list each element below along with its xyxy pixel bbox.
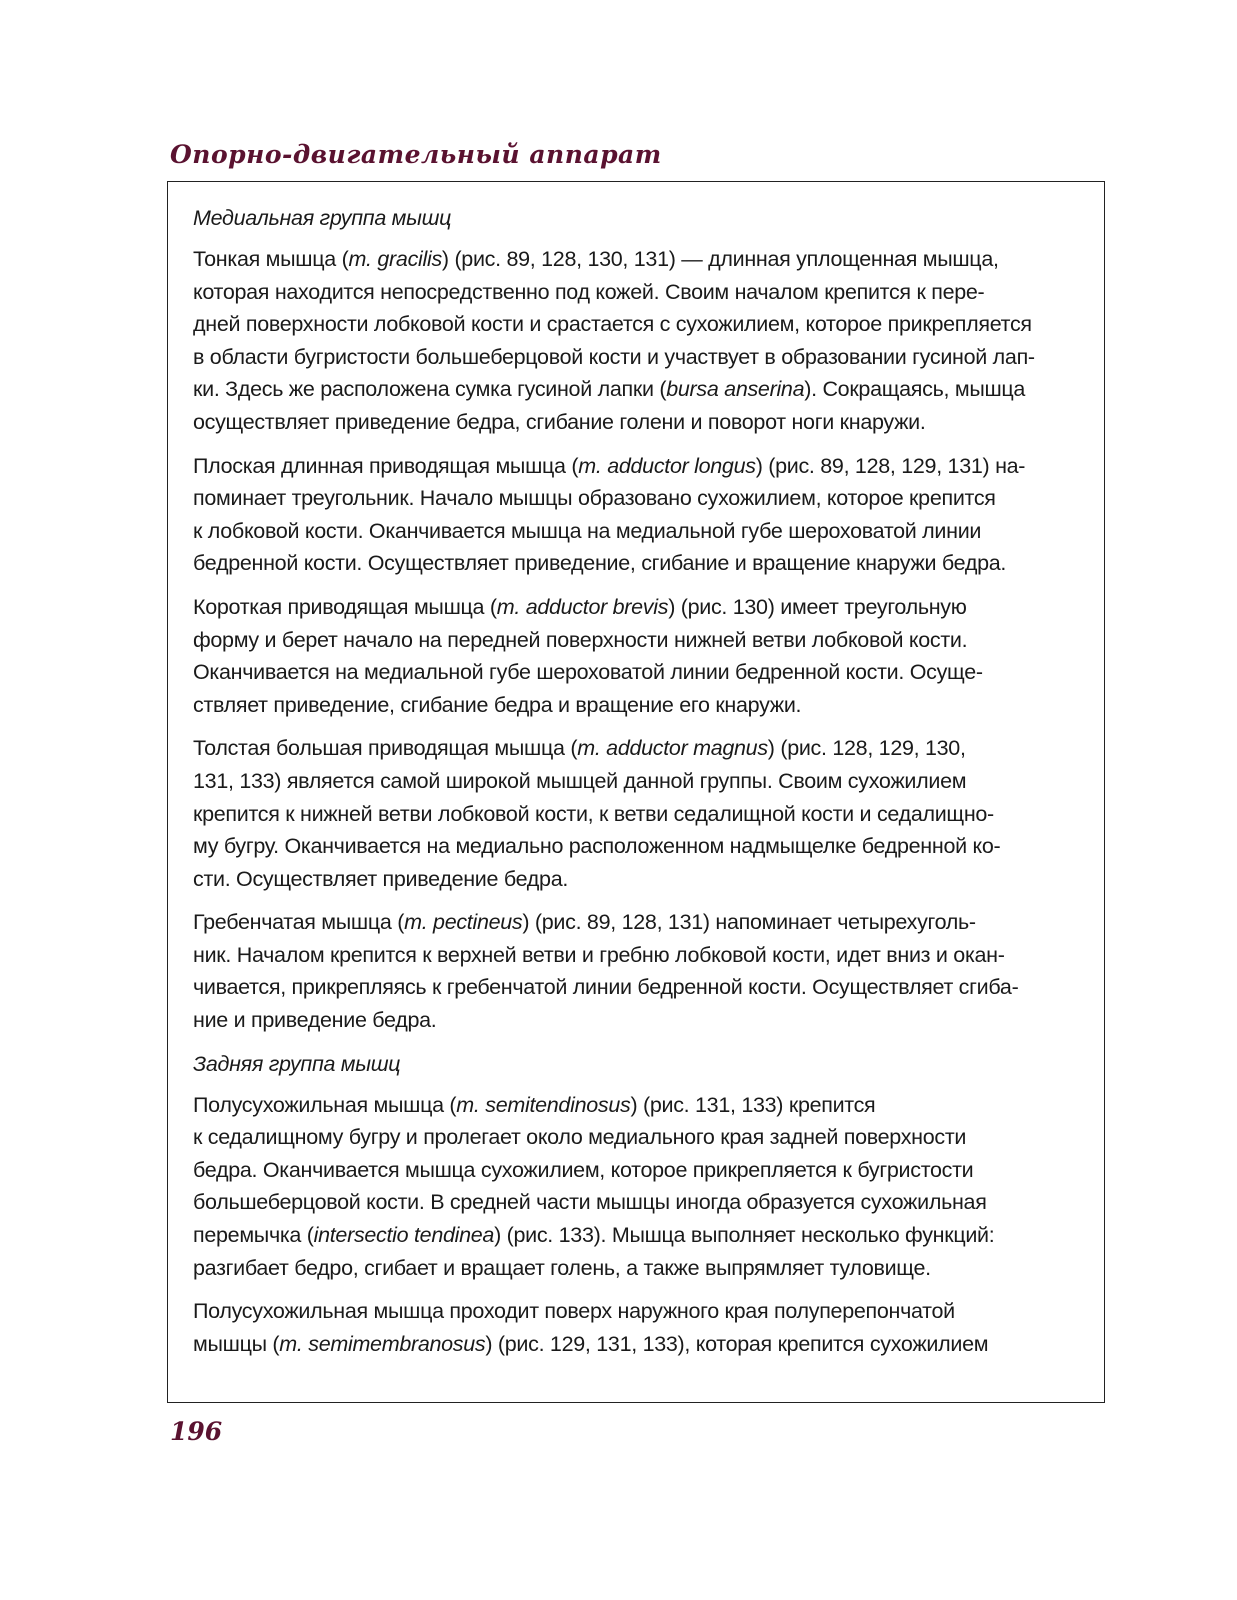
text-line [193, 656, 1076, 689]
running-head: Опорно-двигательный аппарат [170, 140, 662, 169]
latin-term: m. adductor longus [578, 453, 756, 478]
text-line [193, 276, 1076, 309]
text-line [193, 308, 1076, 341]
text-run: чивается, прикрепляясь к гребенчатой линии бедренной кости. Осуществляет сгиба- [193, 975, 1019, 1000]
text-line [193, 1089, 1076, 1122]
paragraph [193, 906, 1076, 1036]
text-run: форму и берет начало на передней поверхности нижней ветви лобковой кости. [193, 627, 968, 652]
text-run: большеберцовой кости. В средней части мышцы иногда образуется сухожильная [193, 1190, 987, 1215]
latin-term: m. semimembranosus [279, 1331, 486, 1356]
text-run: бедра. Оканчивается мышца сухожилием, которое прикрепляется к бугристости [193, 1157, 974, 1182]
text-line [193, 1219, 1076, 1252]
text-line [193, 765, 1076, 798]
paragraph [193, 591, 1076, 721]
latin-term: m. adductor magnus [577, 736, 768, 761]
latin-term: intersectio tendinea [313, 1223, 495, 1248]
latin-term: m. pectineus [404, 910, 523, 935]
text-run: осуществляет приведение бедра, сгибание голени и поворот ноги кнаружи. [193, 409, 926, 434]
text-line [193, 689, 1076, 722]
text-line [193, 732, 1076, 765]
section-heading: Медиальная группа мышц [193, 206, 452, 230]
paragraph [193, 1089, 1076, 1285]
text-line [193, 939, 1076, 972]
latin-term: m. semitendinosus [456, 1092, 631, 1117]
latin-term: m. adductor brevis [496, 594, 669, 619]
text-line [193, 373, 1076, 406]
text-frame [167, 181, 1105, 1403]
text-run: ) (рис. 89, 128, 130, 131) — длинная уплощенная мышца, [441, 247, 999, 271]
text-run: ) (рис. 128, 129, 130, [767, 736, 966, 761]
text-run: ) (рис. 89, 128, 129, 131) на- [755, 453, 1026, 478]
text-run: Толстая большая приводящая мышца ( [193, 736, 578, 761]
text-line [193, 1252, 1076, 1285]
text-line [193, 1004, 1076, 1037]
text-run: поминает треугольник. Начало мышцы образовано сухожилием, которое крепится [193, 486, 996, 511]
paragraph [193, 732, 1076, 895]
text-run: к седалищному бугру и пролегает около медиального края задней поверхности [193, 1125, 967, 1150]
text-run: перемычка ( [193, 1223, 314, 1248]
text-line [193, 1295, 1076, 1328]
text-run: ). Сокращаясь, мышца [804, 377, 1026, 402]
text-line [193, 798, 1076, 831]
paragraph [193, 450, 1076, 580]
text-run: в области бугристости большеберцовой кости и участвует в образовании гусиной лап- [193, 344, 1035, 369]
text-run: крепится к нижней ветви лобковой кости, к ветви седалищной кости и седалищно- [193, 801, 994, 826]
page-number: 196 [170, 1417, 223, 1446]
text-run: сти. Осуществляет приведение бедра. [193, 866, 569, 891]
text-line [193, 1328, 1076, 1361]
text-run: Гребенчатая мышца ( [193, 910, 405, 935]
text-run: ) (рис. 131, 133) крепится [630, 1092, 876, 1117]
text-line [193, 1154, 1076, 1187]
text-run: 131, 133) является самой широкой мышцей данной группы. Своим сухожилием [193, 768, 967, 793]
text-run: Плоская длинная приводящая мышца ( [193, 453, 579, 478]
text-run: Полусухожильная мышца проходит поверх наружного края полуперепончатой [193, 1299, 955, 1324]
text-run: мышцы ( [193, 1331, 280, 1356]
text-line [193, 906, 1076, 939]
text-run: бедренной кости. Осуществляет приведение, сгибание и вращение кнаружи бедра. [193, 551, 1007, 576]
latin-term: bursa anserina [666, 377, 805, 402]
text-run: ) (рис. 133). Мышца выполняет несколько функций: [494, 1223, 995, 1248]
text-line [193, 243, 1076, 276]
text-run: му бугру. Оканчивается на медиально расположенном надмыщелке бедренной ко- [193, 834, 1001, 859]
latin-term: m. gracilis [348, 247, 442, 271]
text-run: к лобковой кости. Оканчивается мышца на медиальной губе шероховатой линии [193, 518, 982, 543]
text-line [193, 515, 1076, 548]
text-line [193, 341, 1076, 374]
text-line [193, 406, 1076, 439]
text-run: ник. Началом крепится к верхней ветви и гребню лобковой кости, идет вниз и окан- [193, 942, 1005, 967]
text-line [193, 482, 1076, 515]
text-line [193, 547, 1076, 580]
text-line [193, 624, 1076, 657]
text-line [193, 450, 1076, 483]
text-line [193, 1186, 1076, 1219]
text-run: Оканчивается на медиальной губе шероховатой линии бедренной кости. Осуще- [193, 660, 983, 685]
paragraph [193, 1295, 1076, 1360]
text-run: дней поверхности лобковой кости и срастается с сухожилием, которое прикрепляется [193, 312, 1032, 337]
section-heading: Задняя группа мышц [193, 1051, 401, 1076]
text-run: Тонкая мышца ( [193, 247, 349, 271]
text-line [193, 1121, 1076, 1154]
text-line [193, 863, 1076, 896]
text-line [193, 830, 1076, 863]
text-run: ) (рис. 129, 131, 133), которая крепится сухожилием [485, 1331, 989, 1356]
text-run: разгибает бедро, сгибает и вращает голень, а также выпрямляет туловище. [193, 1255, 931, 1280]
text-run: Короткая приводящая мышца ( [193, 594, 497, 619]
text-run: ) (рис. 130) имеет треугольную [668, 594, 967, 619]
text-run: ки. Здесь же расположена сумка гусиной лапки ( [193, 377, 667, 402]
text-run: ) (рис. 89, 128, 131) напоминает четырехуголь- [522, 910, 976, 935]
paragraph [193, 243, 1076, 439]
text-line [193, 971, 1076, 1004]
text-run: Полусухожильная мышца ( [193, 1092, 457, 1117]
text-run: ствляет приведение, сгибание бедра и вращение его кнаружи. [193, 692, 802, 717]
text-line [193, 591, 1076, 624]
text-run: ние и приведение бедра. [193, 1008, 437, 1033]
text-run: которая находится непосредственно под кожей. Своим началом крепится к пере- [193, 279, 985, 304]
